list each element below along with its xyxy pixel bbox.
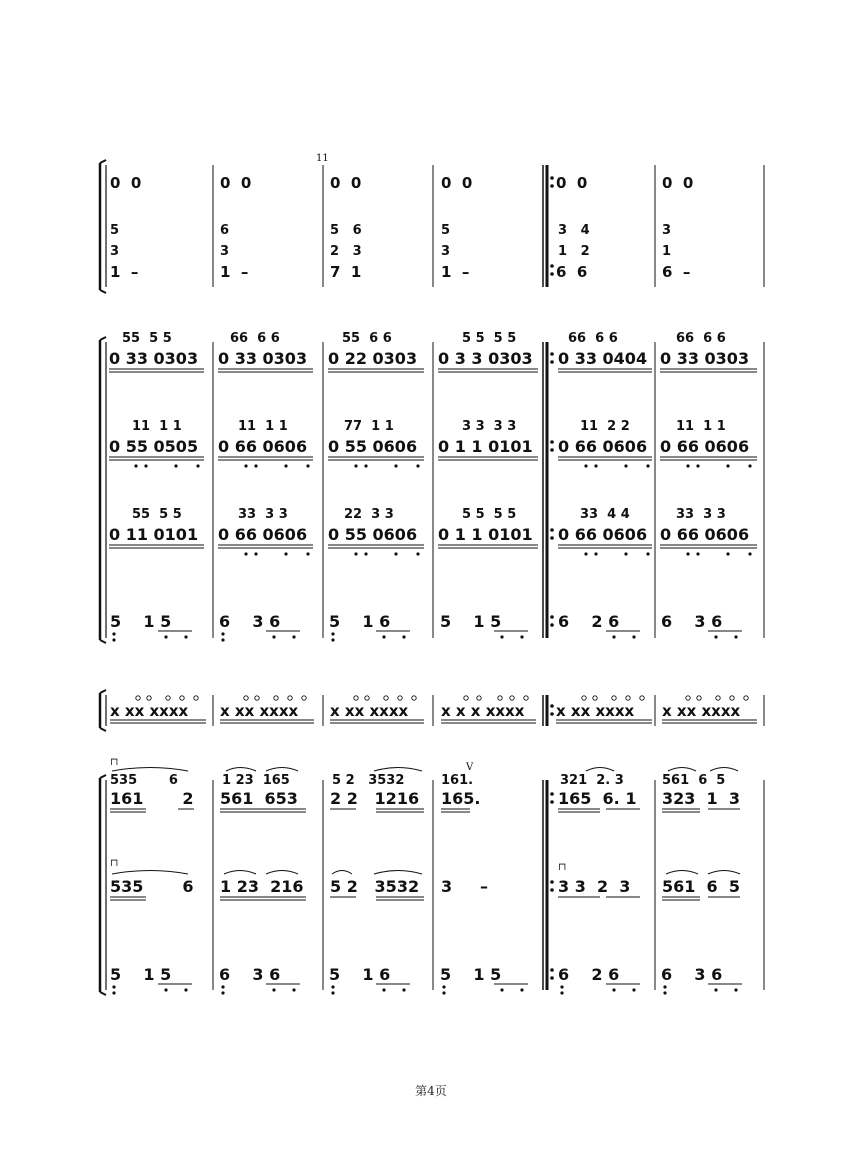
- harmony-measure: 535 6: [110, 877, 194, 896]
- harmony-measure: 1 23 216: [220, 877, 304, 896]
- bass-measure: 5 1 6: [329, 965, 391, 984]
- melody-measure: 561 653: [220, 789, 298, 808]
- slurs-melody-upper: [112, 768, 738, 772]
- measure-number: 11: [316, 153, 329, 164]
- harmony-measure: 3 3 2 3: [558, 877, 631, 896]
- melody-measure: 2 2 1216: [330, 789, 420, 808]
- part-2-measure: 0 1 1 0101: [438, 437, 533, 456]
- percussion-measure: x xx xxxx: [662, 702, 741, 720]
- chord-mid: 3: [110, 244, 120, 259]
- bass-measure: 5 1 5: [110, 965, 172, 984]
- melody-measure: 323 1 3: [662, 789, 740, 808]
- melody-upper: 321 2. 3: [560, 773, 624, 788]
- upper-notes: 55 5 5: [122, 331, 172, 346]
- melody-upper: 561 6 5: [662, 773, 726, 788]
- chord-top: 5 6: [330, 223, 362, 238]
- upper-notes: 11 1 1: [132, 419, 182, 434]
- part-1-measure: 0 33 0303: [109, 349, 199, 368]
- bass-octave-dots: [112, 632, 737, 641]
- chord-top: 5: [110, 223, 120, 238]
- chord-bass: 1 –: [110, 263, 139, 281]
- repeat-dot: [550, 184, 554, 188]
- harmony-measure: 5 2 3532: [330, 877, 420, 896]
- system-3: [100, 690, 764, 995]
- upper-notes: 11 2 2: [580, 419, 630, 434]
- part-1-measure: 0 3 3 0303: [438, 349, 533, 368]
- bass-octave-dots: [112, 985, 737, 994]
- upper-notes: 66 6 6: [568, 331, 618, 346]
- chord-mid: 3: [441, 244, 451, 259]
- chord-bass: 6 6: [556, 263, 588, 281]
- percussion-measure: 0 0: [330, 174, 362, 192]
- part-3-measure: 0 66 0606: [660, 525, 750, 544]
- part-1-measure: 0 33 0404: [558, 349, 648, 368]
- percussion-measure: x xx xxxx: [220, 702, 299, 720]
- percussion-measure: x xx xxxx: [556, 702, 635, 720]
- underlines-melody: [110, 809, 740, 812]
- upper-notes: 5 5 5 5: [462, 507, 517, 522]
- chord-top: 6: [220, 223, 230, 238]
- upper-notes: 33 3 3: [676, 507, 726, 522]
- part-2-measure: 0 66 0606: [218, 437, 308, 456]
- percussion-measure: x xx xxxx: [330, 702, 409, 720]
- melody-measure: 165 6. 1: [558, 789, 637, 808]
- bass-measure: 6 2 6: [558, 612, 620, 631]
- upper-notes: 55 5 5: [132, 507, 182, 522]
- part-1-measure: 0 22 0303: [328, 349, 418, 368]
- chord-bass: 7 1: [330, 263, 362, 281]
- system-2: [100, 331, 764, 643]
- repeat-dot: [550, 176, 554, 180]
- chord-mid: 1 2: [558, 244, 590, 259]
- bass-measure: 5 1 5: [440, 612, 502, 631]
- harmony-measure: 561 6 5: [662, 877, 740, 896]
- upper-notes: 77 1 1: [344, 419, 394, 434]
- upper-notes: 66 6 6: [676, 331, 726, 346]
- melody-measure: 161 2: [110, 789, 194, 808]
- part-2-measure: 0 66 0606: [558, 437, 648, 456]
- repeat-dot: [550, 264, 554, 268]
- percussion-measure: 0 0: [662, 174, 694, 192]
- melody-upper: 5 2 3532: [332, 773, 405, 788]
- bow-down-mark: ⊓: [110, 858, 119, 869]
- upper-notes: 11 1 1: [676, 419, 726, 434]
- slurs-harmony: [112, 871, 740, 875]
- low-octave-dots-part-3: [244, 552, 751, 555]
- part-3-measure: 0 55 0606: [328, 525, 418, 544]
- percussion-measure: x xx xxxx: [110, 702, 189, 720]
- upper-notes: 11 1 1: [238, 419, 288, 434]
- bass-measure: 5 1 5: [440, 965, 502, 984]
- percussion-measure: 0 0: [110, 174, 142, 192]
- bass-measure: 5 1 6: [329, 612, 391, 631]
- part-3-measure: 0 11 0101: [109, 525, 199, 544]
- chord-top: 3: [662, 223, 672, 238]
- bass-measure: 6 2 6: [558, 965, 620, 984]
- melody-measure: 165.: [441, 789, 481, 808]
- bow-down-mark: ⊓: [558, 862, 567, 873]
- part-1-measure: 0 33 0303: [660, 349, 750, 368]
- bow-down-mark: ⊓: [110, 757, 119, 768]
- bass-measure: 6 3 6: [219, 612, 281, 631]
- page-number: 第4页: [415, 1084, 447, 1098]
- bass-measure: 5 1 5: [110, 612, 172, 631]
- system-1: [100, 153, 764, 293]
- upper-notes: 5 5 5 5: [462, 331, 517, 346]
- part-2-measure: 0 55 0606: [328, 437, 418, 456]
- chord-top: 3 4: [558, 223, 590, 238]
- chord-mid: 3: [220, 244, 230, 259]
- melody-upper: 1 23 165: [222, 773, 290, 788]
- percussion-measure: 0 0: [220, 174, 252, 192]
- chord-bass: 1 –: [441, 263, 470, 281]
- underlines-harmony: [110, 897, 740, 900]
- part-2-measure: 0 66 0606: [660, 437, 750, 456]
- low-octave-dots-part-2: [134, 464, 751, 467]
- harmony-measure: 3 –: [441, 877, 488, 896]
- upper-notes: 3 3 3 3: [462, 419, 517, 434]
- chord-bass: 1 –: [220, 263, 249, 281]
- upper-notes: 22 3 3: [344, 507, 394, 522]
- percussion-measure: x x x xxxx: [441, 702, 525, 720]
- repeat-dot: [550, 272, 554, 276]
- melody-upper: 161.: [441, 773, 474, 788]
- upper-notes: 33 3 3: [238, 507, 288, 522]
- chord-bass: 6 –: [662, 263, 691, 281]
- percussion-measure: 0 0: [441, 174, 473, 192]
- upper-notes: 55 6 6: [342, 331, 392, 346]
- bass-measure: 6 3 6: [219, 965, 281, 984]
- percussion-repeat-dots: [550, 704, 554, 716]
- repeat-dots: [550, 792, 554, 980]
- bass-measure: 6 3 6: [661, 965, 723, 984]
- part-3-measure: 0 66 0606: [558, 525, 648, 544]
- chord-mid: 1: [662, 244, 672, 259]
- chord-mid: 2 3: [330, 244, 362, 259]
- melody-upper: 535 6: [110, 773, 178, 788]
- percussion-measure: 0 0: [556, 174, 588, 192]
- upper-notes: 66 6 6: [230, 331, 280, 346]
- part-2-measure: 0 55 0505: [109, 437, 199, 456]
- upper-notes: 33 4 4: [580, 507, 630, 522]
- repeat-dots: [550, 352, 554, 627]
- percussion-accent-marks: [136, 696, 748, 700]
- part-1-measure: 0 33 0303: [218, 349, 308, 368]
- part-3-measure: 0 66 0606: [218, 525, 308, 544]
- part-3-measure: 0 1 1 0101: [438, 525, 533, 544]
- chord-top: 5: [441, 223, 451, 238]
- bass-measure: 6 3 6: [661, 612, 723, 631]
- bow-up-mark: V: [466, 762, 474, 773]
